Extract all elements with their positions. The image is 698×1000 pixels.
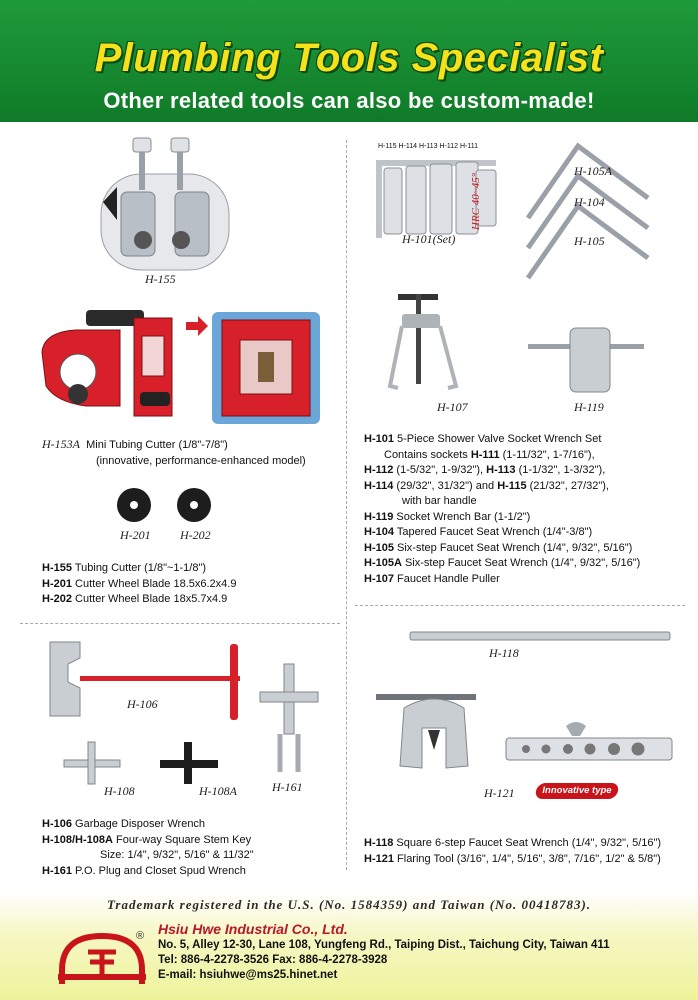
tag-h161: H-161 — [272, 780, 303, 794]
tag-h155: H-155 — [145, 272, 176, 286]
company-phone-fax: Tel: 886-4-2278-3526 Fax: 886-4-2278-3928 — [158, 954, 388, 966]
badge-label: Innovative type — [542, 785, 612, 796]
desc-text: with bar handle — [402, 495, 477, 507]
tag-h108: H-108 — [104, 784, 135, 798]
desc-text: Four-way Square Stem Key — [115, 833, 252, 846]
desc-code: H-113 — [486, 464, 516, 476]
square-seat-wrench-h118-image — [408, 628, 672, 644]
desc-text: P.O. Plug and Closet Spud Wrench — [75, 864, 246, 877]
tag-h121: H-121 — [484, 786, 515, 800]
desc-text: 5-Piece Shower Valve Socket Wrench Set — [397, 433, 602, 445]
desc-code: H-161 — [42, 864, 72, 877]
desc-code: H-115 — [497, 479, 527, 492]
desc-text: (1-5/32", 1-9/32"), — [396, 464, 487, 476]
faucet-handle-puller-h107-image — [386, 290, 476, 410]
desc-text: Cutter Wheel Blade 18x5.7x4.9 — [75, 593, 228, 605]
desc-bottom-left — [42, 817, 254, 879]
desc-text: Tapered Faucet Seat Wrench (1/4"-3/8") — [396, 526, 593, 538]
tag-h201: H-201 — [120, 528, 151, 542]
desc-text: Square 6-step Faucet Seat Wrench (1/4", 9/32", 5/16") — [396, 837, 662, 849]
tag-h105: H-105 — [574, 234, 605, 248]
company-email: E-mail: hsiuhwe@ms25.hinet.net — [158, 969, 338, 981]
hrc-rating: HRC 40~45° — [470, 172, 482, 230]
socket-label: H-115 — [378, 143, 397, 150]
tag-h104: H-104 — [574, 195, 605, 209]
stem-key-h108a-image — [158, 740, 220, 786]
tubing-cutter-h155-image — [95, 132, 235, 280]
section-divider-left — [20, 623, 340, 624]
desc-code: H-101 — [364, 433, 394, 445]
desc-code: H-105 — [364, 541, 394, 554]
desc-code: H-112 — [364, 464, 394, 476]
desc-code: H-121 — [364, 852, 394, 865]
desc-h153a — [42, 437, 306, 469]
column-divider — [346, 140, 347, 870]
section-divider-right — [355, 605, 685, 606]
desc-text: Six-step Faucet Seat Wrench (1/4", 9/32", 5/16") — [404, 557, 641, 569]
socket-label: H-111 — [460, 143, 479, 150]
desc-bottom-right — [364, 836, 661, 867]
desc-code: H-153A — [42, 437, 80, 451]
socket-label: H-112 — [439, 143, 459, 150]
desc-code: H-108/H-108A — [42, 833, 113, 846]
cutter-wheel-h201-image — [116, 487, 152, 523]
tag-h108a: H-108A — [199, 784, 237, 798]
desc-text: Size: 1/4", 9/32", 5/16" & 11/32" — [100, 849, 254, 861]
socket-label: H-114 — [398, 143, 418, 150]
desc-text: Flaring Tool (3/16", 1/4", 5/16", 3/8", 7/16", 1/2" & 5/8") — [397, 852, 661, 865]
desc-text: Faucet Handle Puller — [397, 572, 500, 585]
desc-code: H-104 — [364, 526, 394, 538]
desc-right-list — [364, 432, 640, 587]
desc-code: H-111 — [470, 448, 500, 461]
page-subtitle: Other related tools can also be custom-made! — [103, 88, 595, 113]
desc-text: (1-11/32", 1-7/16"), — [502, 448, 595, 461]
tag-h202: H-202 — [180, 528, 211, 542]
desc-code: H-118 — [364, 837, 394, 849]
desc-cutters — [42, 561, 236, 608]
desc-text: Six-step Faucet Seat Wrench (1/4", 9/32", 5/16") — [397, 541, 633, 554]
cutter-wheel-h202-image — [176, 487, 212, 523]
innovative-badge — [534, 783, 619, 799]
arrow-right-icon — [186, 316, 208, 336]
desc-code: H-114 — [364, 479, 394, 492]
faucet-seat-wrenches-image — [518, 138, 658, 288]
company-name: Hsiu Hwe Industrial Co., Ltd. — [158, 921, 348, 937]
desc-code: H-202 — [42, 593, 72, 605]
company-address: No. 5, Alley 12-30, Lane 108, Yungfeng Rd., Taiping Dist., Taichung City, Taiwan 411 — [158, 939, 610, 951]
desc-code: H-155 — [42, 562, 72, 574]
mini-tubing-cutter-h153a-image — [36, 306, 186, 426]
desc-text: (29/32", 31/32") and — [396, 479, 498, 492]
desc-code: H-105A — [364, 557, 402, 569]
desc-text: Cutter Wheel Blade 18.5x6.2x4.9 — [75, 577, 237, 590]
socket-wrench-bar-h119-image — [528, 326, 646, 398]
page-title: Plumbing Tools Specialist — [94, 36, 604, 80]
tag-h118: H-118 — [489, 646, 519, 660]
stem-key-h108-image — [62, 740, 122, 786]
mini-cutter-closeup-image — [212, 312, 320, 424]
header-banner — [0, 0, 698, 122]
registered-mark: ® — [136, 930, 145, 942]
desc-text: (innovative, performance-enhanced model) — [96, 454, 306, 467]
tag-h101set: H-101(Set) — [402, 232, 456, 246]
desc-text: Garbage Disposer Wrench — [75, 818, 206, 830]
desc-text: Tubing Cutter (1/8"~1-1/8") — [74, 562, 207, 574]
tag-h106: H-106 — [127, 697, 158, 711]
desc-text: Socket Wrench Bar (1-1/2") — [396, 510, 531, 523]
trademark-notice: Trademark registered in the U.S. (No. 1584359) and Taiwan (No. 00418783). — [106, 897, 592, 912]
desc-text: (1-1/32", 1-3/32"), — [518, 464, 606, 476]
desc-code: H-201 — [42, 577, 72, 590]
socket-label: H-113 — [419, 143, 438, 150]
desc-code: H-106 — [42, 818, 72, 830]
desc-text: Contains sockets — [384, 448, 471, 461]
desc-text: (21/32", 27/32"), — [529, 479, 609, 492]
tag-h107: H-107 — [437, 400, 468, 414]
desc-code: H-119 — [364, 510, 394, 523]
tag-h119: H-119 — [574, 400, 604, 414]
flaring-tool-h121-image — [376, 688, 676, 788]
company-logo-icon — [56, 930, 148, 986]
socket-labels — [378, 143, 478, 150]
tag-h105a: H-105A — [574, 164, 612, 178]
desc-code: H-107 — [364, 572, 394, 585]
spud-wrench-h161-image — [256, 660, 326, 780]
desc-text: Mini Tubing Cutter (1/8"-7/8") — [86, 439, 228, 451]
